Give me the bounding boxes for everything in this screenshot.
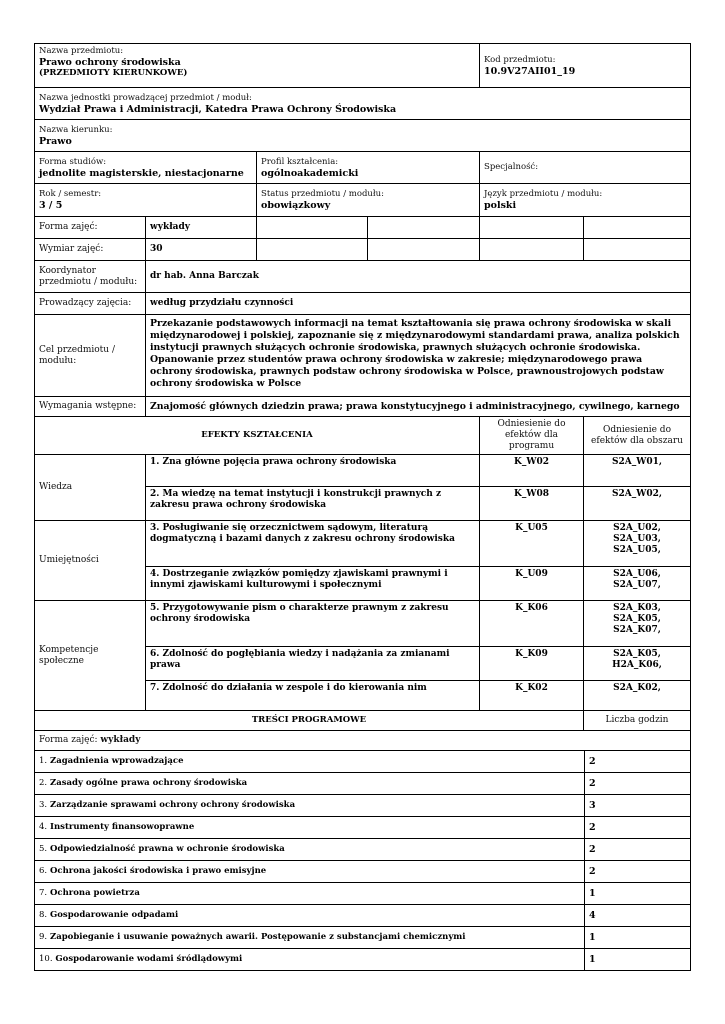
language-value: polski — [484, 200, 517, 211]
topic-row — [35, 949, 691, 971]
effect-item: 1. Zna główne pojęcia prawa ochrony środowiska — [146, 455, 480, 487]
effect-item: 2. Ma wiedzę na temat instytucji i konstrukcji prawnych z zakresu prawa ochrony środowiska — [146, 487, 480, 521]
subject-label: Nazwa przedmiotu: — [39, 46, 124, 56]
topic-hours: 2 — [585, 773, 691, 795]
unit-value: Wydział Prawa i Administracji, Katedra Prawa Ochrony Środowiska — [39, 103, 397, 115]
topic-row — [35, 883, 691, 905]
study-form-value: jednolite magisterskie, niestacjonarne — [39, 167, 244, 179]
topic-hours: 2 — [585, 861, 691, 883]
class-hours-value: 30 — [146, 239, 257, 261]
topic-title-cell — [35, 773, 585, 795]
topic-number: 8. — [39, 910, 48, 920]
class-form-value: wykłady — [146, 217, 257, 239]
content-form-label: Forma zajęć: — [39, 735, 98, 745]
field-value: Prawo — [39, 135, 72, 147]
unit-label: Nazwa jednostki prowadzącej przedmiot / moduł: — [39, 92, 252, 103]
content-hours-header: Liczba godzin — [584, 711, 691, 731]
effect-item: 4. Dostrzeganie związków pomiędzy zjawiskami prawnymi i innymi zjawiskami kulturowymi i społecznymi — [146, 567, 480, 601]
topic-number: 1. — [39, 756, 48, 766]
topic-title: Gospodarowanie wodami śródlądowymi — [55, 954, 243, 964]
topic-hours: 2 — [585, 839, 691, 861]
effect-program-code: K_U05 — [480, 521, 584, 567]
effects-program-header: Odniesienie do efektów dla programu — [480, 417, 584, 455]
year-label: Rok / semestr: — [39, 189, 102, 199]
field-label: Nazwa kierunku: — [39, 124, 113, 135]
topic-title: Zasady ogólne prawa ochrony środowiska — [50, 778, 248, 788]
effects-group-wiedza: Wiedza — [35, 455, 146, 521]
effect-program-code: K_U09 — [480, 567, 584, 601]
effect-item: 7. Zdolność do działania w zespole i do kierowania nim — [146, 681, 480, 711]
topic-number: 9. — [39, 932, 48, 942]
topic-title: Zarządzanie sprawami ochrony ochrony środowiska — [50, 800, 296, 810]
topic-row — [35, 905, 691, 927]
lecturer-label: Prowadzący zajęcia: — [35, 293, 146, 315]
topic-number: 2. — [39, 778, 48, 788]
field-cell — [35, 120, 691, 152]
topic-title-cell — [35, 795, 585, 817]
empty-cell — [257, 239, 368, 261]
topic-title: Ochrona powietrza — [50, 888, 140, 898]
profile-label: Profil kształcenia: — [261, 156, 339, 167]
topic-row — [35, 795, 691, 817]
topic-hours: 2 — [585, 751, 691, 773]
topic-hours: 1 — [585, 883, 691, 905]
requirements-value: Znajomość głównych dziedzin prawa; prawa konstytucyjnego i administracyjnego, cywilnego, karnego — [146, 397, 691, 417]
coordinator-label: Koordynator przedmiotu / modułu: — [35, 261, 146, 293]
syllabus-table — [34, 43, 691, 751]
topic-number: 7. — [39, 888, 48, 898]
effect-item: 6. Zdolność do pogłębiania wiedzy i nadążania za zmianami prawa — [146, 647, 480, 681]
subject-name: Prawo ochrony środowiska — [39, 57, 181, 68]
class-form-label: Forma zajęć: — [35, 217, 146, 239]
topic-hours: 1 — [585, 949, 691, 971]
empty-cell — [257, 217, 368, 239]
empty-cell — [368, 239, 480, 261]
empty-cell — [584, 239, 691, 261]
effects-group-kompetencje: Kompetencje społeczne — [35, 601, 146, 711]
effects-header: EFEKTY KSZTAŁCENIA — [35, 417, 480, 455]
content-form-value: wykłady — [100, 735, 141, 745]
topic-title-cell — [35, 949, 585, 971]
topic-title-cell — [35, 927, 585, 949]
topic-number: 6. — [39, 866, 48, 876]
class-hours-label: Wymiar zajęć: — [35, 239, 146, 261]
effect-program-code: K_K06 — [480, 601, 584, 647]
language-label: Język przedmiotu / modułu: — [484, 189, 603, 199]
topic-title-cell — [35, 883, 585, 905]
topic-row — [35, 861, 691, 883]
specialty-label: Specjalność: — [484, 162, 539, 172]
subject-cell — [35, 44, 480, 88]
status-label: Status przedmiotu / modułu: — [261, 189, 384, 199]
year-cell — [35, 184, 257, 217]
topic-title: Odpowiedzialność prawna w ochronie środowiska — [50, 844, 285, 854]
topic-title-cell — [35, 861, 585, 883]
effect-area-code: S2A_K02, — [584, 681, 691, 711]
topic-row — [35, 817, 691, 839]
content-form-row — [35, 731, 691, 751]
study-form-label: Forma studiów: — [39, 156, 107, 167]
topic-number: 4. — [39, 822, 48, 832]
empty-cell — [480, 239, 584, 261]
subject-code-cell — [480, 44, 691, 88]
profile-cell — [257, 152, 480, 184]
topic-row — [35, 927, 691, 949]
unit-cell — [35, 88, 691, 120]
subject-code-label: Kod przedmiotu: — [484, 54, 556, 65]
effects-group-umiejetnosci: Umiejętności — [35, 521, 146, 601]
effect-area-code: S2A_U02, S2A_U03, S2A_U05, — [584, 521, 691, 567]
effect-area-code: S2A_U06, S2A_U07, — [584, 567, 691, 601]
language-cell — [480, 184, 691, 217]
effect-area-code: S2A_K03, S2A_K05, S2A_K07, — [584, 601, 691, 647]
effect-program-code: K_K09 — [480, 647, 584, 681]
effect-area-code: S2A_W02, — [584, 487, 691, 521]
lecturer-value: według przydziału czynności — [146, 293, 691, 315]
topic-hours: 4 — [585, 905, 691, 927]
effect-program-code: K_W02 — [480, 455, 584, 487]
requirements-label: Wymagania wstępne: — [35, 397, 146, 417]
empty-cell — [368, 217, 480, 239]
topic-title-cell — [35, 817, 585, 839]
topic-number: 5. — [39, 844, 48, 854]
topic-title-cell — [35, 751, 585, 773]
effect-item: 5. Przygotowywanie pism o charakterze prawnym z zakresu ochrony środowiska — [146, 601, 480, 647]
topic-hours: 2 — [585, 817, 691, 839]
topic-row — [35, 751, 691, 773]
topic-title-cell — [35, 839, 585, 861]
course-syllabus-page — [34, 43, 690, 971]
empty-cell — [480, 217, 584, 239]
topic-number: 3. — [39, 800, 48, 810]
empty-cell — [584, 217, 691, 239]
topic-title: Zagadnienia wprowadzające — [50, 756, 184, 766]
goal-value: Przekazanie podstawowych informacji na temat kształtowania się prawa ochrony środowiska w skali międzynarodowej i polskiej, zapoznanie się z międzynarodowymi standardami prawa, analiza polskich instytucji prawnych służących ochronie środowiska, prawnych służących ochronie środowiska. Opanowanie przez studentów prawa ochrony środowiska w zakresie; międzynarodowego prawa ochrony środowiska, prawnych podstaw ochrony środowiska w Polsce, prawnoustrojowych podstaw ochrony środowiska w Polsce — [146, 315, 691, 397]
content-header: TREŚCI PROGRAMOWE — [35, 711, 584, 731]
topic-title-cell — [35, 905, 585, 927]
effect-item: 3. Posługiwanie się orzecznictwem sądowym, literaturą dogmatyczną i bazami danych z zakresu ochrony środowiska — [146, 521, 480, 567]
study-form-cell — [35, 152, 257, 184]
year-value: 3 / 5 — [39, 200, 63, 211]
topic-title: Gospodarowanie odpadami — [50, 910, 179, 920]
topic-hours: 1 — [585, 927, 691, 949]
topics-table — [34, 750, 691, 971]
coordinator-value: dr hab. Anna Barczak — [146, 261, 691, 293]
topic-number: 10. — [39, 954, 53, 964]
topic-title: Zapobieganie i usuwanie poważnych awarii. Postępowanie z substancjami chemicznymi — [50, 932, 466, 942]
profile-value: ogólnoakademicki — [261, 167, 359, 179]
topic-title: Ochrona jakości środowiska i prawo emisyjne — [50, 866, 267, 876]
status-value: obowiązkowy — [261, 200, 331, 211]
effect-area-code: S2A_W01, — [584, 455, 691, 487]
subject-group: (PRZEDMIOTY KIERUNKOWE) — [39, 68, 188, 78]
effect-program-code: K_K02 — [480, 681, 584, 711]
topic-hours: 3 — [585, 795, 691, 817]
topic-row — [35, 839, 691, 861]
topic-title: Instrumenty finansowoprawne — [50, 822, 195, 832]
effect-area-code: S2A_K05, H2A_K06, — [584, 647, 691, 681]
goal-label: Cel przedmiotu / modułu: — [35, 315, 146, 397]
effects-area-header: Odniesienie do efektów dla obszaru — [584, 417, 691, 455]
subject-code-value: 10.9V27AII01_19 — [484, 65, 576, 77]
topic-row — [35, 773, 691, 795]
status-cell — [257, 184, 480, 217]
effect-program-code: K_W08 — [480, 487, 584, 521]
specialty-cell — [480, 152, 691, 184]
